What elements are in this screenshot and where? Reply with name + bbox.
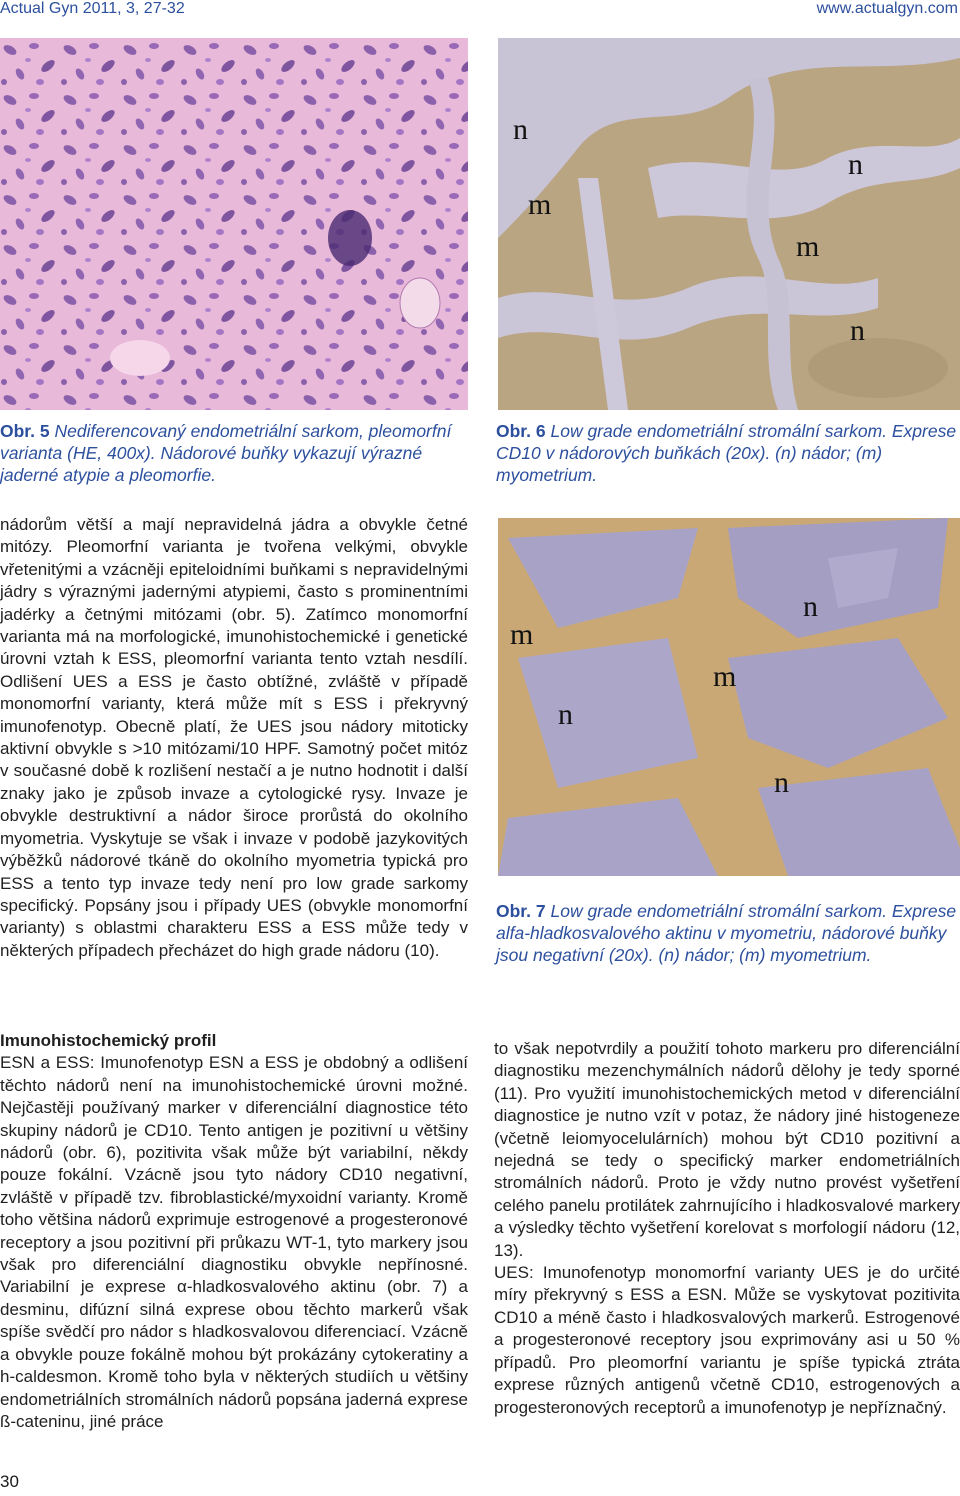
- journal-header: Actual Gyn 2011, 3, 27-32: [0, 0, 185, 17]
- fig6-marker-1: n: [513, 113, 528, 146]
- section-immunohistochemistry: [0, 1030, 468, 1433]
- fig6-marker-4: m: [796, 230, 820, 263]
- fig7-marker-2: n: [558, 698, 573, 731]
- body-text-col2-a: to však nepotvrdily a použití tohoto markeru pro diferenciální diagnostiku mezenchymálních nádorů dělohy je tedy sporné (11). Pro využití imunohistochemických metod v diferenciální diagnostice je nutno vzít v potaz, že nádory jiné histogeneze (včetně leiomyocelulárních) mohou být CD10 pozitivní a nejedná se tedy o specifický marker endometriálních stromálních nádorů. Proto je vždy nutno provést vyšetření celého panelu protilátek zahrnujícího i hladkosvalové markery a výsledky těchto vyšetření korelovat s morfologií nádoru (12, 13).: [494, 1039, 960, 1260]
- figure-6-caption: [496, 420, 960, 486]
- body-text-col1-bottom: ESN a ESS: Imunofenotyp ESN a ESS je obdobný a odlišení těchto nádorů není na imunohistochemické úrovni možné. Nejčastěji používaný marker v diferenciální diagnostice této skupiny nádorů je CD10. Tento antigen je pozitivní u většiny nádorů (obr. 6), pozitivita však může být variabilní, někdy pouze fokální. Vzácně jsou tyto nádory CD10 negativní, zvláště v případě tzv. fibroblastické/myxoidní varianty. Kromě toho většina nádorů exprimuje estrogenové a progesteronové receptory a jsou pozitivní při průkazu WT-1, tyto markery jsou však pro diferenciální diagnostiku obvykle nepřínosné. Variabilní je exprese α-hladkosvalového aktinu (obr. 7) a desminu, difúzní silná exprese obou těchto markerů však spíše svědčí pro nádor s hladkosvalovou diferenciací. Vzácně a obvykle pouze fokálně mohou být prokázány cytokeratiny a h-caldesmon. Kromě toho byla v některých studiích u většiny endometriálních stromálních nádorů popsána jaderná exprese ß-cateninu, jiné práce: [0, 1053, 468, 1431]
- figure-7-caption: [496, 900, 960, 966]
- body-text-col2: [494, 1038, 960, 1419]
- fig6-marker-5: n: [850, 314, 865, 347]
- figure-5-image: [0, 38, 468, 410]
- figure-7-caption-text: Low grade endometriální stromální sarkom. Exprese alfa-hladkosvalového aktinu v myometriu, nádorové buňky jsou negativní (20x). (n) nádor; (m) myometrium.: [496, 901, 957, 965]
- figure-6-image: [498, 38, 960, 410]
- figure-6-label: Obr. 6: [496, 421, 546, 441]
- fig7-marker-5: n: [774, 766, 789, 799]
- figure-5-caption-text: Nediferencovaný endometriální sarkom, pleomorfní varianta (HE, 400x). Nádorové buňky vykazují výrazné jaderné atypie a pleomorfie.: [0, 421, 452, 485]
- figure-7-label: Obr. 7: [496, 901, 546, 921]
- figure-7-image: [498, 518, 960, 876]
- body-text-col2-b: UES: Imunofenotyp monomorfní varianty UES je do určité míry překryvný s ESS a ESN. Může se vyskytovat pozitivita CD10 a méně často i hladkosvalových markerů. Estrogenové a progesteronové receptory jsou exprimovány asi u 50 % případů. Pro pleomorfní variantu je spíše typická ztráta exprese různých antigenů včetně CD10, estrogenových a progesteronových receptorů a imunofenotyp je nepříznačný.: [494, 1263, 960, 1417]
- fig7-marker-1: m: [510, 618, 534, 651]
- page-number: 30: [0, 1472, 19, 1491]
- body-text-col1-top: nádorům větší a mají nepravidelná jádra a obvykle četné mitózy. Pleomorfní varianta je tvořena velkými, obvykle vřetenitými a vzácněji epiteloidními buňkami s nepravidelnými jádry s výraznými jadernými atypiemi, často s prominentními jadérky a četnými mitózami (obr. 5). Zatímco monomorfní varianta má na morfologické, imunohistochemické i genetické úrovni vztah k ESS, pleomorfní varianta tento vztah nesdílí. Odlišení UES a ESS je často obtížné, zvláště v případě monomorfní varianty, která může mít s ESS i překryvný imunofenotyp. Obecně platí, že UES jsou nádory mitoticky aktivní obvykle s >10 mitózami/10 HPF. Samotný počet mitóz v současné době k rozlišení nestačí a je nutno hodnotit i další znaky jako je způsob invaze a cytologické rysy. Invaze je obvykle destruktivní a nádor široce prorůstá do okolního myometria. Vyskytuje se však i invaze v podobě jazykovitých výběžků nádorové tkáně do okolního myometria typická pro ESS a tento typ invaze tedy není pro low grade sarkomy specifický. Popsány jsou i případy UES (obvykle monomorfní varianty) s oblastmi charakteru ESS a ESS může tedy v některých případech přecházet do high grade nádoru (10).: [0, 515, 468, 960]
- fig7-marker-4: n: [803, 590, 818, 623]
- figure-5-label: Obr. 5: [0, 421, 50, 441]
- fig6-marker-2: m: [528, 188, 552, 221]
- fig6-marker-3: n: [848, 148, 863, 181]
- figure-5-caption: [0, 420, 470, 486]
- fig7-marker-3: m: [713, 660, 737, 693]
- journal-url[interactable]: www.actualgyn.com: [816, 0, 958, 17]
- section-heading: Imunohistochemický profil: [0, 1031, 217, 1050]
- figure-6-caption-text: Low grade endometriální stromální sarkom. Exprese CD10 v nádorových buňkách (20x). (n) nádor; (m) myometrium.: [496, 421, 957, 485]
